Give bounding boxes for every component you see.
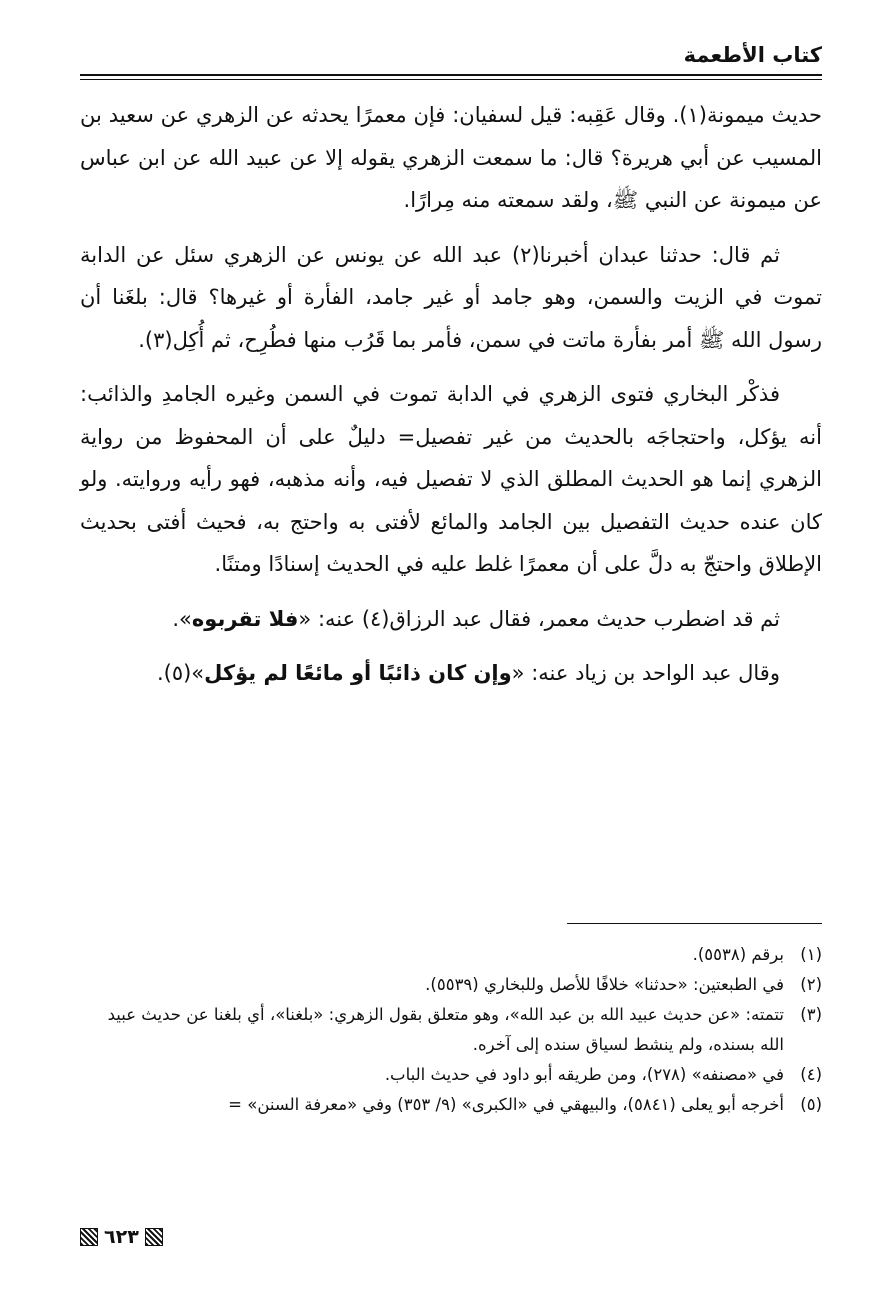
- footnote-number: (٣): [800, 1005, 822, 1024]
- footnote-2: [80, 970, 822, 1000]
- header-rule-thick: [80, 74, 822, 76]
- paragraph-4-text: ثم قد اضطرب حديث معمر، فقال عبد الرزاق(٤) عنه: «: [298, 606, 780, 631]
- paragraph-5-end: »(٥).: [156, 661, 205, 685]
- quote-bold: فلا تقربوه: [191, 606, 299, 631]
- footnote-text: في «مصنفه» (٢٧٨)، ومن طريقه أبو داود في حديث الباب.: [384, 1065, 784, 1084]
- paragraph-1: حديث ميمونة(١). وقال عَقِبه: قيل لسفيان: فإن معمرًا يحدثه عن الزهري عن سعيد بن المسيب عن أبي هريرة؟ قال: ما سمعت الزهري يقوله إلا عن عبيد الله عن ابن عباس عن ميمونة عن النبي ﷺ، ولقد سمعته منه مِرارًا.: [80, 103, 822, 212]
- paragraph-2: ثم قال: حدثنا عبدان أخبرنا(٢) عبد الله عن يونس عن الزهري سئل عن الدابة تموت في الزيت والسمن، وهو جامد أو غير جامد، الفأرة أو غيرها؟ قال: بلغَنا أن رسول الله ﷺ أمر بفأرة ماتت في سمن، فأمر بما قَرُب منها فطُرِح، ثم أُكِل(٣).: [80, 242, 822, 352]
- quote-bold: وإن كان ذائبًا أو مائعًا لم يؤكل: [204, 661, 512, 685]
- footnote-text: في الطبعتين: «حدثنا» خلافًا للأصل وللبخاري (٥٥٣٩).: [425, 975, 784, 994]
- paragraph-4-end: ».: [172, 606, 192, 631]
- page-number-text: ٦٢٣: [104, 1226, 139, 1248]
- footnotes: [80, 940, 822, 1120]
- footnote-text: أخرجه أبو يعلى (٥٨٤١)، والبيهقي في «الكبرى» (٩/ ٣٥٣) وفي «معرفة السنن» =: [228, 1095, 784, 1114]
- paragraph-4: [80, 598, 822, 641]
- running-header: كتاب الأطعمة: [683, 43, 822, 67]
- ornament-icon: [145, 1228, 163, 1246]
- footnote-1: [80, 940, 822, 970]
- book-page: [80, 30, 822, 1270]
- page-number: [80, 1226, 163, 1248]
- footnote-5: [80, 1090, 822, 1120]
- footnote-number: (١): [800, 945, 822, 964]
- ornament-icon: [80, 1228, 98, 1246]
- paragraph-5: [80, 652, 822, 695]
- paragraph-5-text: وقال عبد الواحد بن زياد عنه: «: [511, 661, 780, 685]
- footnote-number: (٢): [800, 975, 822, 994]
- footnote-text: برقم (٥٥٣٨).: [692, 945, 784, 964]
- footnote-separator: [567, 923, 822, 924]
- footnote-number: (٥): [800, 1095, 822, 1114]
- footnote-text: تتمته: «عن حديث عبيد الله بن عبد الله»، وهو متعلق بقول الزهري: «بلغنا»، أي بلغنا عن حديث عبيد الله بسنده، ولم ينشط لسياق سنده إلى آخره.: [107, 1005, 784, 1054]
- footnote-3: [80, 1000, 822, 1060]
- header-rule-thin: [80, 79, 822, 80]
- footnote-number: (٤): [800, 1065, 822, 1084]
- footnote-4: [80, 1060, 822, 1090]
- paragraph-3: فذكْر البخاري فتوى الزهري في الدابة تموت في السمن وغيره الجامدِ والذائب: أنه يؤكل، واحتجاجَه بالحديث من غير تفصيل= دليلٌ على أن المحفوظ من رواية الزهري إنما هو الحديث المطلق الذي لا تفصيل فيه، وأنه مذهبه، فهو رأيه وروايته. ولو كان عنده حديث التفصيل بين الجامد والمائع لأفتى به واحتج به، فحيث أفتى بحديث الإطلاق واحتجّ به دلَّ على أن معمرًا غلط عليه في الحديث إسنادًا ومتنًا.: [80, 382, 822, 576]
- main-text: [80, 94, 822, 707]
